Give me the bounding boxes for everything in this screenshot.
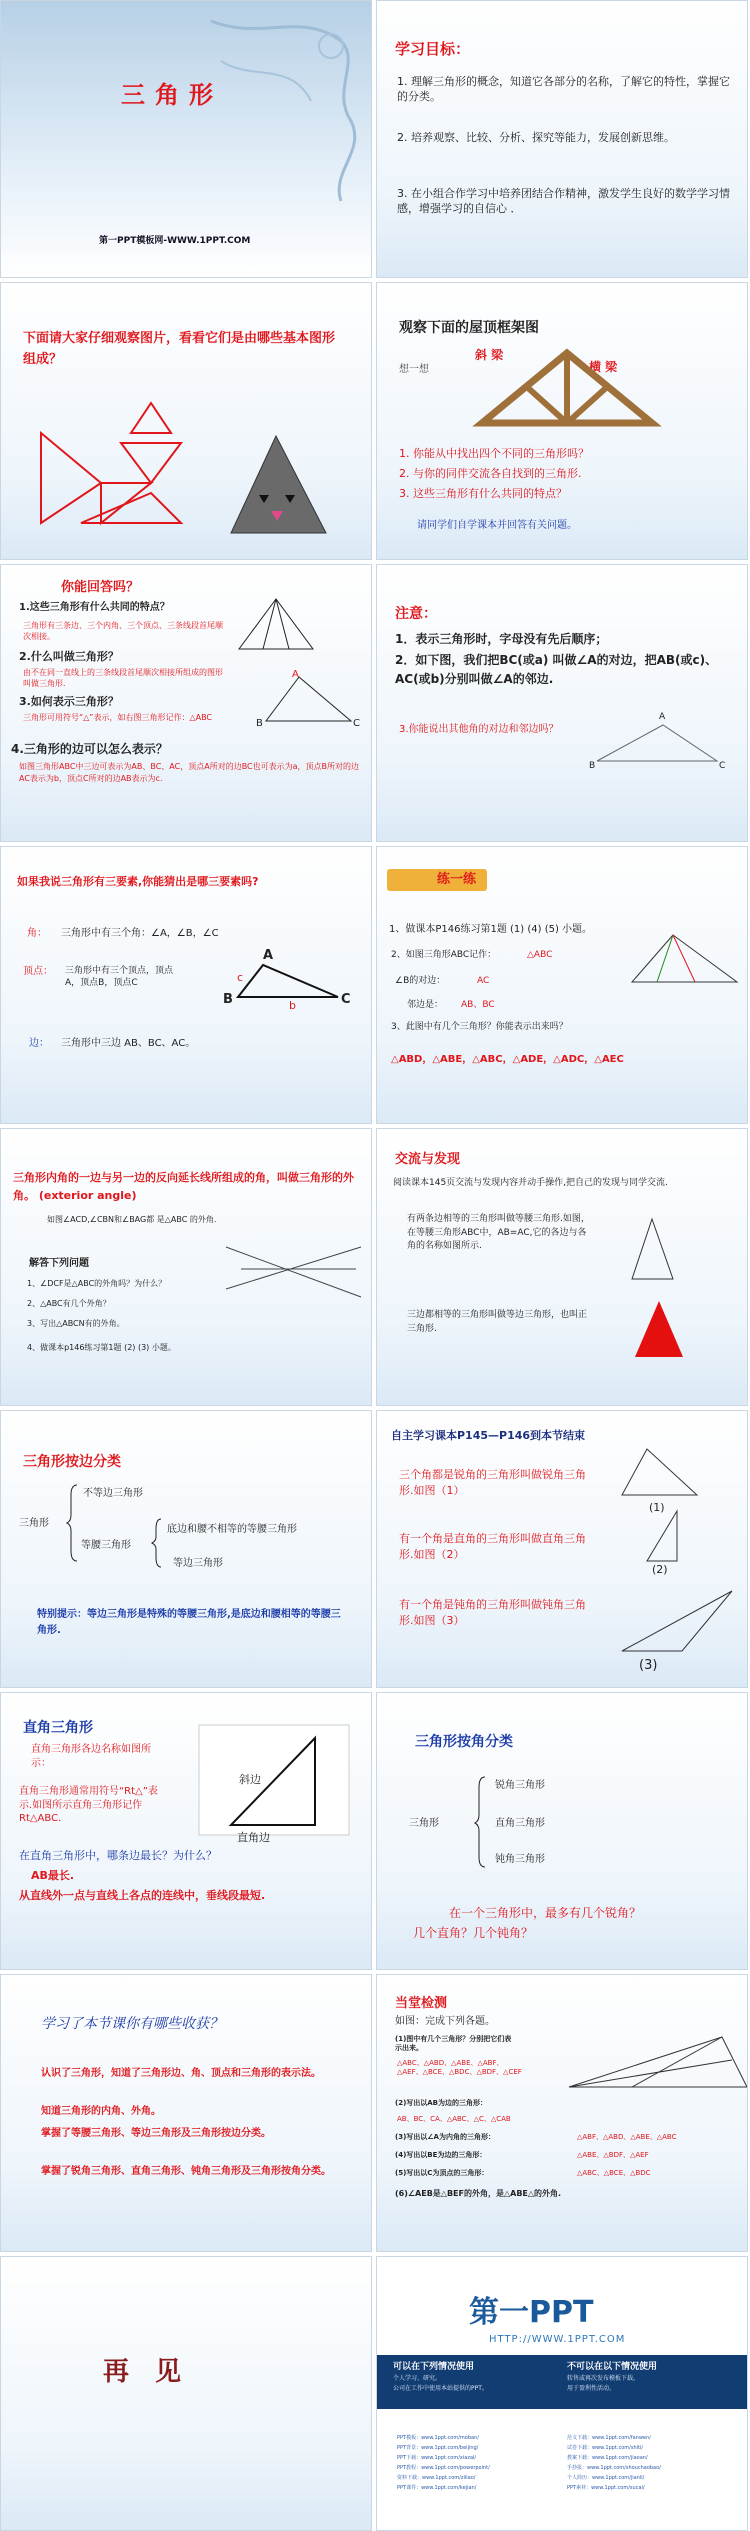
test-a3: △ABF、△ABD、△ABE、△ABC	[577, 2133, 677, 2141]
note-heading: 注意：	[395, 606, 437, 622]
elements-figure	[1, 847, 372, 1124]
slide-summary	[0, 1974, 372, 2252]
slide-goodbye	[0, 2256, 372, 2531]
note-p1: 1．表示三角形时，字母没有先后顺序；	[395, 632, 608, 646]
right-heading: 直角三角形	[23, 1720, 93, 1736]
slide-title-text: 三角形	[121, 81, 223, 109]
note-fig-b: B	[589, 761, 596, 771]
answer-figures	[1, 565, 372, 842]
ad-link[interactable]: PPT教程：www.1ppt.com/powerpoint/	[397, 2465, 490, 2471]
exterior-q: 4、做课本p146练习第1题 (2) (3) 小题。	[27, 1343, 176, 1352]
note-p2: 2．如下图，我们把BC(或a) 叫做∠A的对边，把AB(或c)、AC(或b)分别叫做∠A的邻边.	[395, 653, 718, 686]
side-b2: 等腰三角形	[81, 1540, 131, 1551]
exterior-q: 1、∠DCF是△ABC的外角吗？为什么？	[27, 1279, 167, 1288]
side-desc: 三角形中三边 AB、BC、AC。	[61, 1038, 196, 1049]
slide-right-tri	[0, 1692, 372, 1970]
roof-label-1: 斜 梁	[475, 348, 504, 362]
iso-p1: 阅读课本145页交流与发现内容并动手操作,把自己的发现与同学交流.	[393, 1178, 668, 1188]
slide-note	[376, 564, 748, 842]
slide-goals	[376, 0, 748, 278]
right-p4: AB最长.	[31, 1869, 75, 1882]
side-root: 三角形	[19, 1518, 49, 1529]
ad-c2l1: 转售或再次发布模板下载。	[567, 2375, 640, 2382]
ad-link[interactable]: PPT下载：www.1ppt.com/xiazai/	[397, 2455, 477, 2461]
ad-link[interactable]: 个人简历：www.1ppt.com/jianli/	[567, 2475, 645, 2481]
note-q: 3.你能说出其他角的对边和邻边吗？	[399, 724, 559, 735]
slide-observe	[0, 282, 372, 560]
exterior-title: 三角形内角的一边与另一边的反向延长线所组成的角，叫做三角形的外角。 (exterior angle)	[13, 1171, 354, 1202]
summary-item: 掌握了锐角三角形、直角三角形、钝角三角形及三角形按角分类。	[41, 2166, 331, 2177]
exterior-q: 2、△ABC有几个外角？	[27, 1299, 111, 1308]
iso-p2: 有两条边相等的三角形叫做等腰三角形.如图，在等腰三角形ABC中，AB=AC,它的各边与各角的名称如图所示.	[407, 1214, 590, 1251]
side-b1: 不等边三角形	[83, 1488, 143, 1499]
el-fig-b: B	[223, 992, 233, 1007]
side-key: 边：	[29, 1038, 49, 1049]
roof-q: 2. 与你的同伴交流各自找到的三角形.	[399, 467, 582, 480]
q2: 2.什么叫做三角形？	[19, 650, 119, 663]
right-p2: 直角三角形通常用符号“Rt△”表示.如图所示直角三角形记作Rt△ABC.	[19, 1786, 158, 1824]
test-a2: AB、BC、CA、△ABC、△C、△CAB	[397, 2115, 511, 2123]
side-c2: 等边三角形	[173, 1558, 223, 1569]
summary-heading: 学习了本节课你有哪些收获？	[41, 2016, 223, 2032]
ad-col1: 可以在下列情况使用	[393, 2362, 475, 2372]
right-fig-leg: 直角边	[237, 1831, 270, 1844]
angle-q2: 几个直角？几个钝角？	[413, 1926, 534, 1940]
goal-item: 3. 在小组合作学习中培养团结合作精神，激发学生良好的数学学习情感，增强学习的自信心 ．	[397, 187, 730, 215]
practice-p2a: △ABC	[527, 950, 553, 960]
el-fig-side: c	[237, 971, 244, 984]
right-p1: 直角三角形各边名称如图所示：	[31, 1744, 151, 1769]
ad-link[interactable]: PPT课件：www.1ppt.com/kejian/	[397, 2485, 477, 2491]
q1: 1.这些三角形有什么共同的特点？	[19, 602, 170, 613]
a3: 三角形可用符号“△”表示，如右图三角形记作：△ABC	[23, 713, 212, 722]
ad-link[interactable]: PPT模板：www.1ppt.com/moban/	[397, 2435, 479, 2441]
kinds-i2: 有一个角是直角的三角形叫做直角三角形.如图（2）	[399, 1532, 586, 1561]
think-label: 想一想	[399, 364, 429, 375]
roof-label-2: 横 梁	[589, 360, 618, 374]
summary-item: 掌握了等腰三角形、等边三角形及三角形按边分类。	[41, 2128, 271, 2139]
site-label: 第一PPT模板网-WWW.1PPT.COM	[99, 236, 251, 246]
kinds-f2: (2)	[652, 1563, 668, 1576]
roof-heading: 观察下面的屋顶框架图	[399, 320, 539, 336]
iso-figure	[377, 1129, 748, 1406]
kinds-f1: (1)	[649, 1501, 665, 1514]
kinds-heading: 自主学习课本P145—P146到本节结束	[391, 1429, 586, 1442]
ad-link[interactable]: 手抄报：www.1ppt.com/shouchaobao/	[567, 2465, 661, 2471]
test-intro: 如图：完成下列各题。	[395, 2016, 495, 2027]
slide-ad	[376, 2256, 748, 2531]
side-tip: 特别提示：等边三角形是特殊的等腰三角形,是底边和腰相等的等腰三角形.	[37, 1609, 341, 1636]
a1: 三角形有三条边、三个内角、三个顶点、三条线段首尾顺次相接。	[23, 621, 223, 641]
kinds-i3: 有一个角是钝角的三角形叫做钝角三角形.如图（3）	[399, 1598, 586, 1627]
answer-heading: 你能回答吗？	[61, 580, 140, 595]
right-p3: 在直角三角形中，哪条边最长？为什么？	[19, 1849, 217, 1862]
slide-angle-class	[376, 1692, 748, 1970]
goal-item: 1. 理解三角形的概念，知道它各部分的名称，了解它的特性，掌握它的分类。	[397, 75, 730, 103]
a4: 如图三角形ABC中三边可表示为AB、BC、AC，顶点A所对的边BC也可表示为a，顶点B所对的边AC表示为b，顶点C所对的边AB表示为c.	[19, 762, 360, 783]
right-p5: 从直线外一点与直线上各点的连线中，垂线段最短.	[19, 1889, 266, 1902]
slide-answer	[0, 564, 372, 842]
goals-heading: 学习目标：	[395, 40, 471, 58]
angle-item: 锐角三角形	[495, 1780, 545, 1791]
slide-practice	[376, 846, 748, 1124]
iso-heading: 交流与发现	[395, 1152, 461, 1167]
slide-angle-kinds	[376, 1410, 748, 1688]
observe-question: 下面请大家仔细观察图片，看看它们是由哪些基本图形组成？	[23, 331, 336, 367]
roof-hint: 请同学们自学课本并回答有关问题。	[417, 520, 577, 531]
ad-link[interactable]: 范文下载：www.1ppt.com/fanwen/	[567, 2435, 651, 2441]
test-figure	[377, 1975, 748, 2252]
ad-c1l2: 公司在工作中使用本站提供的PPT。	[393, 2385, 488, 2392]
angle-desc: 三角形中有三个角：∠A，∠B，∠C	[61, 928, 219, 939]
roof-q: 3. 这些三角形有什么共同的特点？	[399, 487, 567, 500]
slide-title	[0, 0, 372, 278]
slide-side-class	[0, 1410, 372, 1688]
note-figure	[377, 565, 748, 842]
practice-ans: △ABD，△ABE，△ABC，△ADE，△ADC，△AEC	[391, 1054, 624, 1065]
ad-link[interactable]: 教案下载：www.1ppt.com/jiaoan/	[567, 2455, 648, 2461]
kinds-figures	[377, 1411, 748, 1688]
side-braces	[1, 1411, 372, 1688]
practice-p2: 2、如图三角形ABC记作：	[391, 950, 497, 960]
practice-p4a: AB、BC	[461, 1000, 495, 1010]
iso-p3: 三边都相等的三角形叫做等边三角形，也叫正三角形.	[407, 1310, 588, 1334]
summary-item: 认识了三角形，知道了三角形边、角、顶点和三角形的表示法。	[41, 2068, 321, 2079]
angle-key: 角：	[27, 928, 47, 939]
note-fig-a: A	[659, 712, 666, 722]
right-figure	[1, 1693, 372, 1970]
ad-link[interactable]: 资料下载：www.1ppt.com/ziliao/	[397, 2475, 476, 2481]
practice-p3: ∠B的对边：	[395, 976, 446, 986]
goodbye-text: 再 见	[103, 2357, 182, 2387]
exterior-q: 3、写出△ABCN有的外角。	[27, 1319, 125, 1328]
el-fig-a: A	[263, 948, 274, 963]
el-fig-c: C	[341, 992, 351, 1007]
test-q: (6)∠AEB是△BEF的外角，是△ABE△的外角.	[395, 2189, 562, 2198]
roof-q: 1. 你能从中找出四个不同的三角形吗？	[399, 447, 589, 460]
test-heading: 当堂检测	[395, 1996, 448, 2011]
fig-label-c: C	[353, 718, 360, 729]
slide-test	[376, 1974, 748, 2252]
el-fig-side: b	[289, 999, 296, 1012]
ad-c2l2: 用于盈利性活动。	[567, 2385, 616, 2392]
vertex-desc: 三角形中有三个顶点，顶点A，顶点B，顶点C	[65, 966, 174, 989]
ad-col2: 不可以在以下情况使用	[567, 2362, 658, 2372]
shapes-figure	[1, 283, 372, 560]
side-c1: 底边和腰不相等的等腰三角形	[167, 1524, 297, 1535]
angle-root: 三角形	[409, 1818, 439, 1829]
practice-p3a: AC	[477, 976, 490, 986]
angle-class-heading: 三角形按角分类	[415, 1734, 513, 1750]
fig-label-b: B	[256, 718, 263, 729]
slide-exterior	[0, 1128, 372, 1406]
test-q: (4)写出以BE为边的三角形：	[395, 2151, 487, 2159]
ad-logo: 第一PPT	[469, 2295, 594, 2330]
goal-item: 2. 培养观察、比较、分析、探究等能力，发展创新思维。	[397, 131, 675, 144]
slide-elements	[0, 846, 372, 1124]
q3: 3.如何表示三角形？	[19, 695, 119, 708]
test-a4: △ABE、△BDF、△AEF	[577, 2151, 649, 2159]
a2: 由不在同一直线上的三条线段首尾顺次相接所组成的图形叫做三角形.	[23, 668, 223, 688]
practice-p1: 1、做课本P146练习第1题 (1) (4) (5) 小题。	[389, 924, 593, 935]
side-class-heading: 三角形按边分类	[23, 1454, 121, 1470]
q4: 4.三角形的边可以怎么表示？	[11, 742, 168, 756]
elements-title: 如果我说三角形有三要素,你能猜出是哪三要素吗?	[17, 875, 259, 888]
exterior-figure	[1, 1129, 372, 1406]
ad-link[interactable]: 试卷下载：www.1ppt.com/shiti/	[567, 2445, 644, 2451]
test-q: (1)图中有几个三角形？分别把它们表示出来。	[395, 2035, 512, 2053]
fig-label-a: A	[292, 669, 299, 680]
practice-p4: 邻边是：	[407, 1000, 444, 1010]
slide-isosceles	[376, 1128, 748, 1406]
summary-item: 知道三角形的内角、外角。	[41, 2106, 161, 2117]
test-q: (5)写出以C为顶点的三角形：	[395, 2169, 489, 2177]
test-a5: △ABC、△BCE、△BDC	[577, 2169, 651, 2177]
test-q: (3)写出以∠A为内角的三角形：	[395, 2133, 495, 2141]
practice-figure	[377, 847, 748, 1124]
kinds-f3: (3)	[639, 1658, 658, 1673]
ad-link[interactable]: PPT素材：www.1ppt.com/sucai/	[567, 2485, 645, 2491]
exterior-example: 如图∠ACD,∠CBN和∠BAG都 是△ABC 的外角.	[47, 1215, 217, 1224]
angle-item: 钝角三角形	[495, 1854, 545, 1865]
right-fig-hyp: 斜边	[239, 1773, 261, 1786]
angle-item: 直角三角形	[495, 1818, 545, 1829]
test-a1: △ABC、△ABD、△ABE、△ABF、△AEF、△BCE、△BDC、△BDF、△CEF	[397, 2059, 522, 2077]
practice-p5: 3、此图中有几个三角形？你能表示出来吗？	[391, 1022, 568, 1032]
note-fig-c: C	[719, 761, 726, 771]
vertex-key: 顶点：	[23, 966, 53, 977]
exterior-sub: 解答下列问题	[29, 1258, 89, 1269]
kinds-i1: 三个角都是锐角的三角形叫做锐角三角形.如图（1）	[399, 1468, 586, 1497]
ad-link[interactable]: PPT背景：www.1ppt.com/beijing/	[397, 2445, 479, 2451]
angle-q1: 在一个三角形中，最多有几个锐角？	[449, 1906, 642, 1920]
practice-heading: 练一练	[437, 872, 477, 887]
slide-roof	[376, 282, 748, 560]
ad-c1l1: 个人学习、研究。	[393, 2375, 442, 2382]
test-q: (2)写出以AB为边的三角形：	[395, 2099, 488, 2107]
ad-url: HTTP://WWW.1PPT.COM	[489, 2334, 626, 2345]
